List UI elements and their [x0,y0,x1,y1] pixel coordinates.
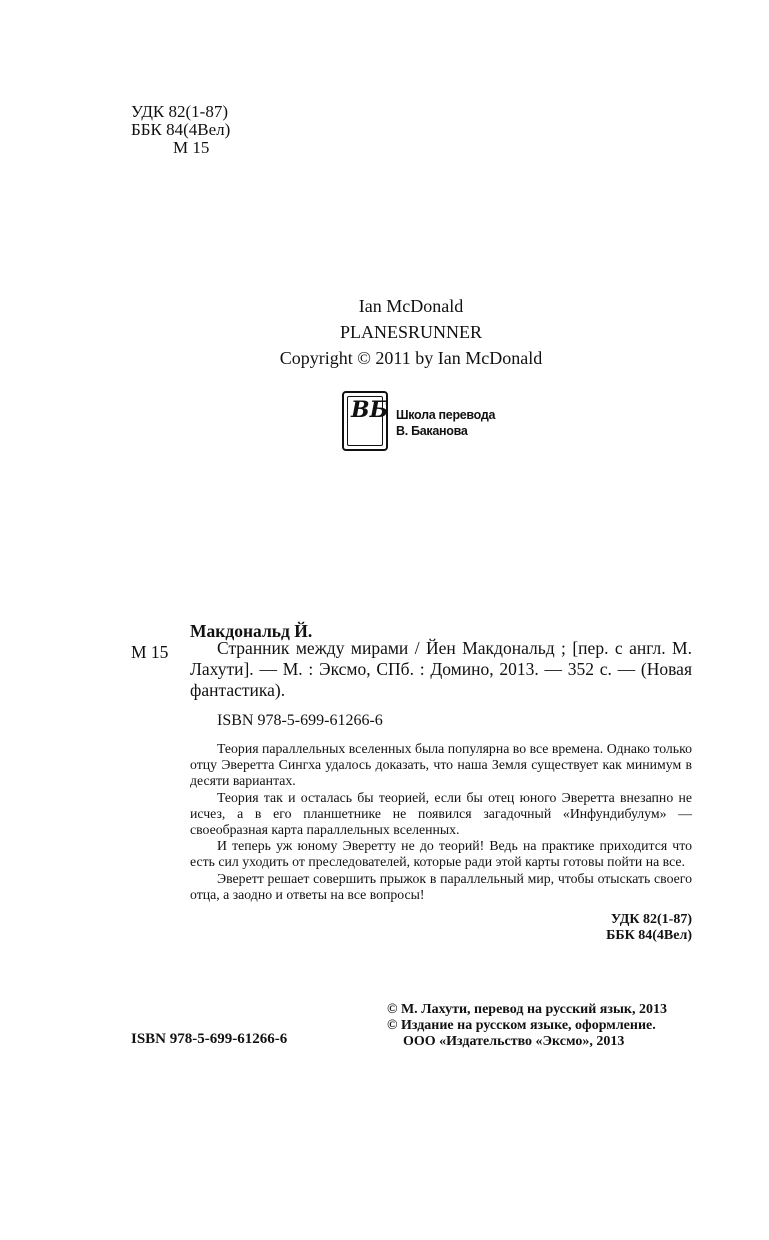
udk-classification-bottom [560,912,692,944]
edition-copyright: © Издание на русском языке, оформление. [387,1018,656,1033]
catalog-entry-isbn: ISBN 978-5-699-61266-6 [217,712,383,729]
original-edition-info [0,293,769,371]
udk-code: УДК 82(1-87) [131,102,228,121]
author-mark: М 15 [173,138,210,157]
logo-line-1: Школа перевода [396,408,496,422]
bbk-code-bottom: ББК 84(4Вел) [606,928,692,943]
catalog-entry-code: М 15 [131,642,169,662]
isbn-bottom: ISBN 978-5-699-61266-6 [131,1031,288,1047]
original-copyright: Copyright © 2011 by Ian McDonald [279,348,543,368]
logo-line-2: В. Баканова [396,424,468,438]
catalog-entry-author: Макдональд Й. [190,621,313,641]
annotation-paragraph: И теперь уж юному Эверетту не до теорий! Ведь на практике приходится что есть сил уходить от преследователей, которые ради этой карты готовы пойти на все. [190,838,692,870]
udk-code-bottom: УДК 82(1-87) [610,912,692,927]
copyright-notices [387,1002,667,1050]
annotation [190,741,692,903]
annotation-paragraph: Теория параллельных вселенных была популярна во все времена. Однако только отцу Эверетта Сингха удалось доказать, что наша Земля существует как минимум в десяти вариантах. [190,741,692,789]
publisher-copyright: ООО «Издательство «Эксмо», 2013 [403,1034,625,1049]
annotation-paragraph: Эверетт решает совершить прыжок в параллельный мир, чтобы отыскать своего отца, а заодно и ответы на все вопросы! [190,870,692,902]
logo-emblem [342,391,388,451]
original-title: PLANESRUNNER [339,322,482,342]
original-author: Ian McDonald [358,296,464,316]
translation-school-logo [342,391,502,455]
annotation-paragraph: Теория так и осталась бы теорией, если бы отец юного Эверетта внезапно не исчез, а в его планшетнике не появился загадочный «Инфундибулум» — своеобразная карта параллельных вселенных. [190,789,692,838]
logo-letters: ВБ [351,397,389,423]
catalog-entry-description: Странник между мирами / Йен Макдональд ; [пер. с англ. М. Лахути]. — М. : Эксмо, СПб. : Домино, 2013. — 352 с. — (Новая фантастика). [190,638,692,700]
bbk-code: ББК 84(4Вел) [131,120,231,139]
translation-copyright: © М. Лахути, перевод на русский язык, 2013 [387,1002,667,1017]
logo-text [396,407,495,439]
udk-classification-top [131,103,230,157]
